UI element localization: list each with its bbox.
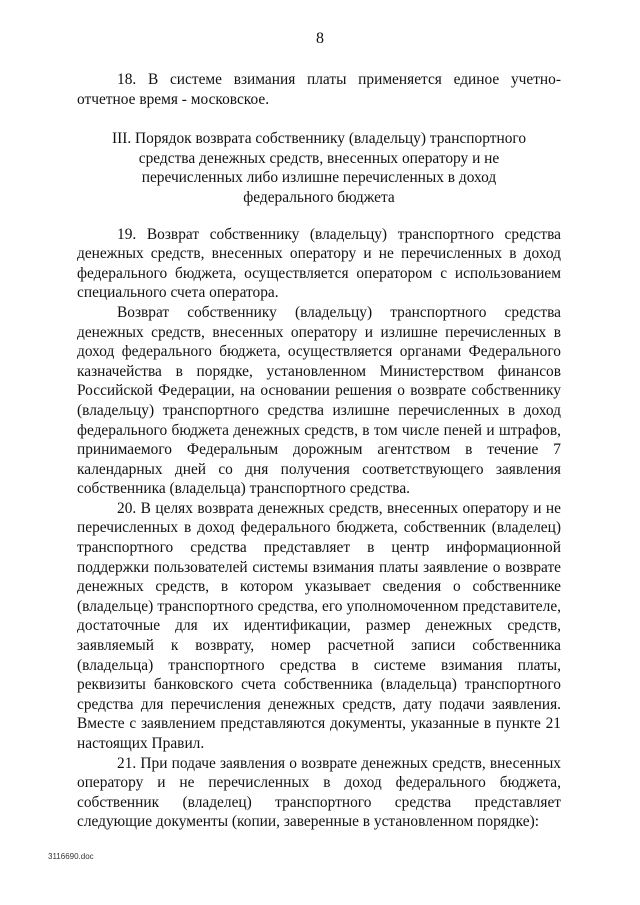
section-heading: III. Порядок возврата собственнику (владельцу) транспортного средства денежных средств, внесенных оператору и не перечисленных либо излишне перечисленных в доход федерального бюджета: [111, 130, 527, 206]
page-number: 8: [316, 30, 324, 47]
paragraph-19: 19. Возврат собственнику (владельцу) транспортного средства денежных средств, внесенных оператору и не перечисленных в доход федерального бюджета, осуществляется оператором с использованием специального счета оператора.: [77, 225, 561, 302]
paragraph-20: 20. В целях возврата денежных средств, внесенных оператору и не перечисленных в доход федерального бюджета, собственник (владелец) транспортного средства представляет в центр информационной поддержки пользователей системы взимания платы заявление о возврате денежных средств, в котором указывает сведения о собственнике (владельце) транспортного средства, его уполномоченном представителе, достаточные для их идентификации, размер денежных средств, заявляемый к возврату, номер расчетной записи собственника (владельца) транспортного средства в системе взимания платы, реквизиты банковского счета собственника (владельца) транспортного средства для перечисления денежных средств, дату подачи заявления. Вместе с заявлением представляются документы, указанные в пункте 21 настоящих Правил.: [77, 499, 561, 752]
paragraph-18: 18. В системе взимания платы применяется единое учетно-отчетное время - московское.: [77, 71, 561, 108]
document-body: [77, 70, 561, 832]
paragraph-21: 21. При подаче заявления о возврате денежных средств, внесенных оператору и не перечисленных в доход федерального бюджета, собственник (владелец) транспортного средства представляет следующие документы (копии, заверенные в установленном порядке):: [77, 754, 561, 831]
spacer: [77, 109, 561, 129]
spacer: [77, 208, 561, 225]
paragraph-19-continued: Возврат собственнику (владельцу) транспортного средства денежных средств, внесенных оператору и излишне перечисленных в доход федерального бюджета, осуществляется органами Федерального казначейства в порядке, установленном Министерством финансов Российской Федерации, на основании решения о возврате собственнику (владельцу) транспортного средства излишне перечисленных в доход федерального бюджета денежных средств, в том числе пеней и штрафов, принимаемого Федеральным дорожным агентством в течение 7 календарных дней со дня получения соответствующего заявления собственника (владельца) транспортного средства.: [77, 303, 561, 498]
document-file-code: 3116690.doc: [48, 852, 94, 861]
